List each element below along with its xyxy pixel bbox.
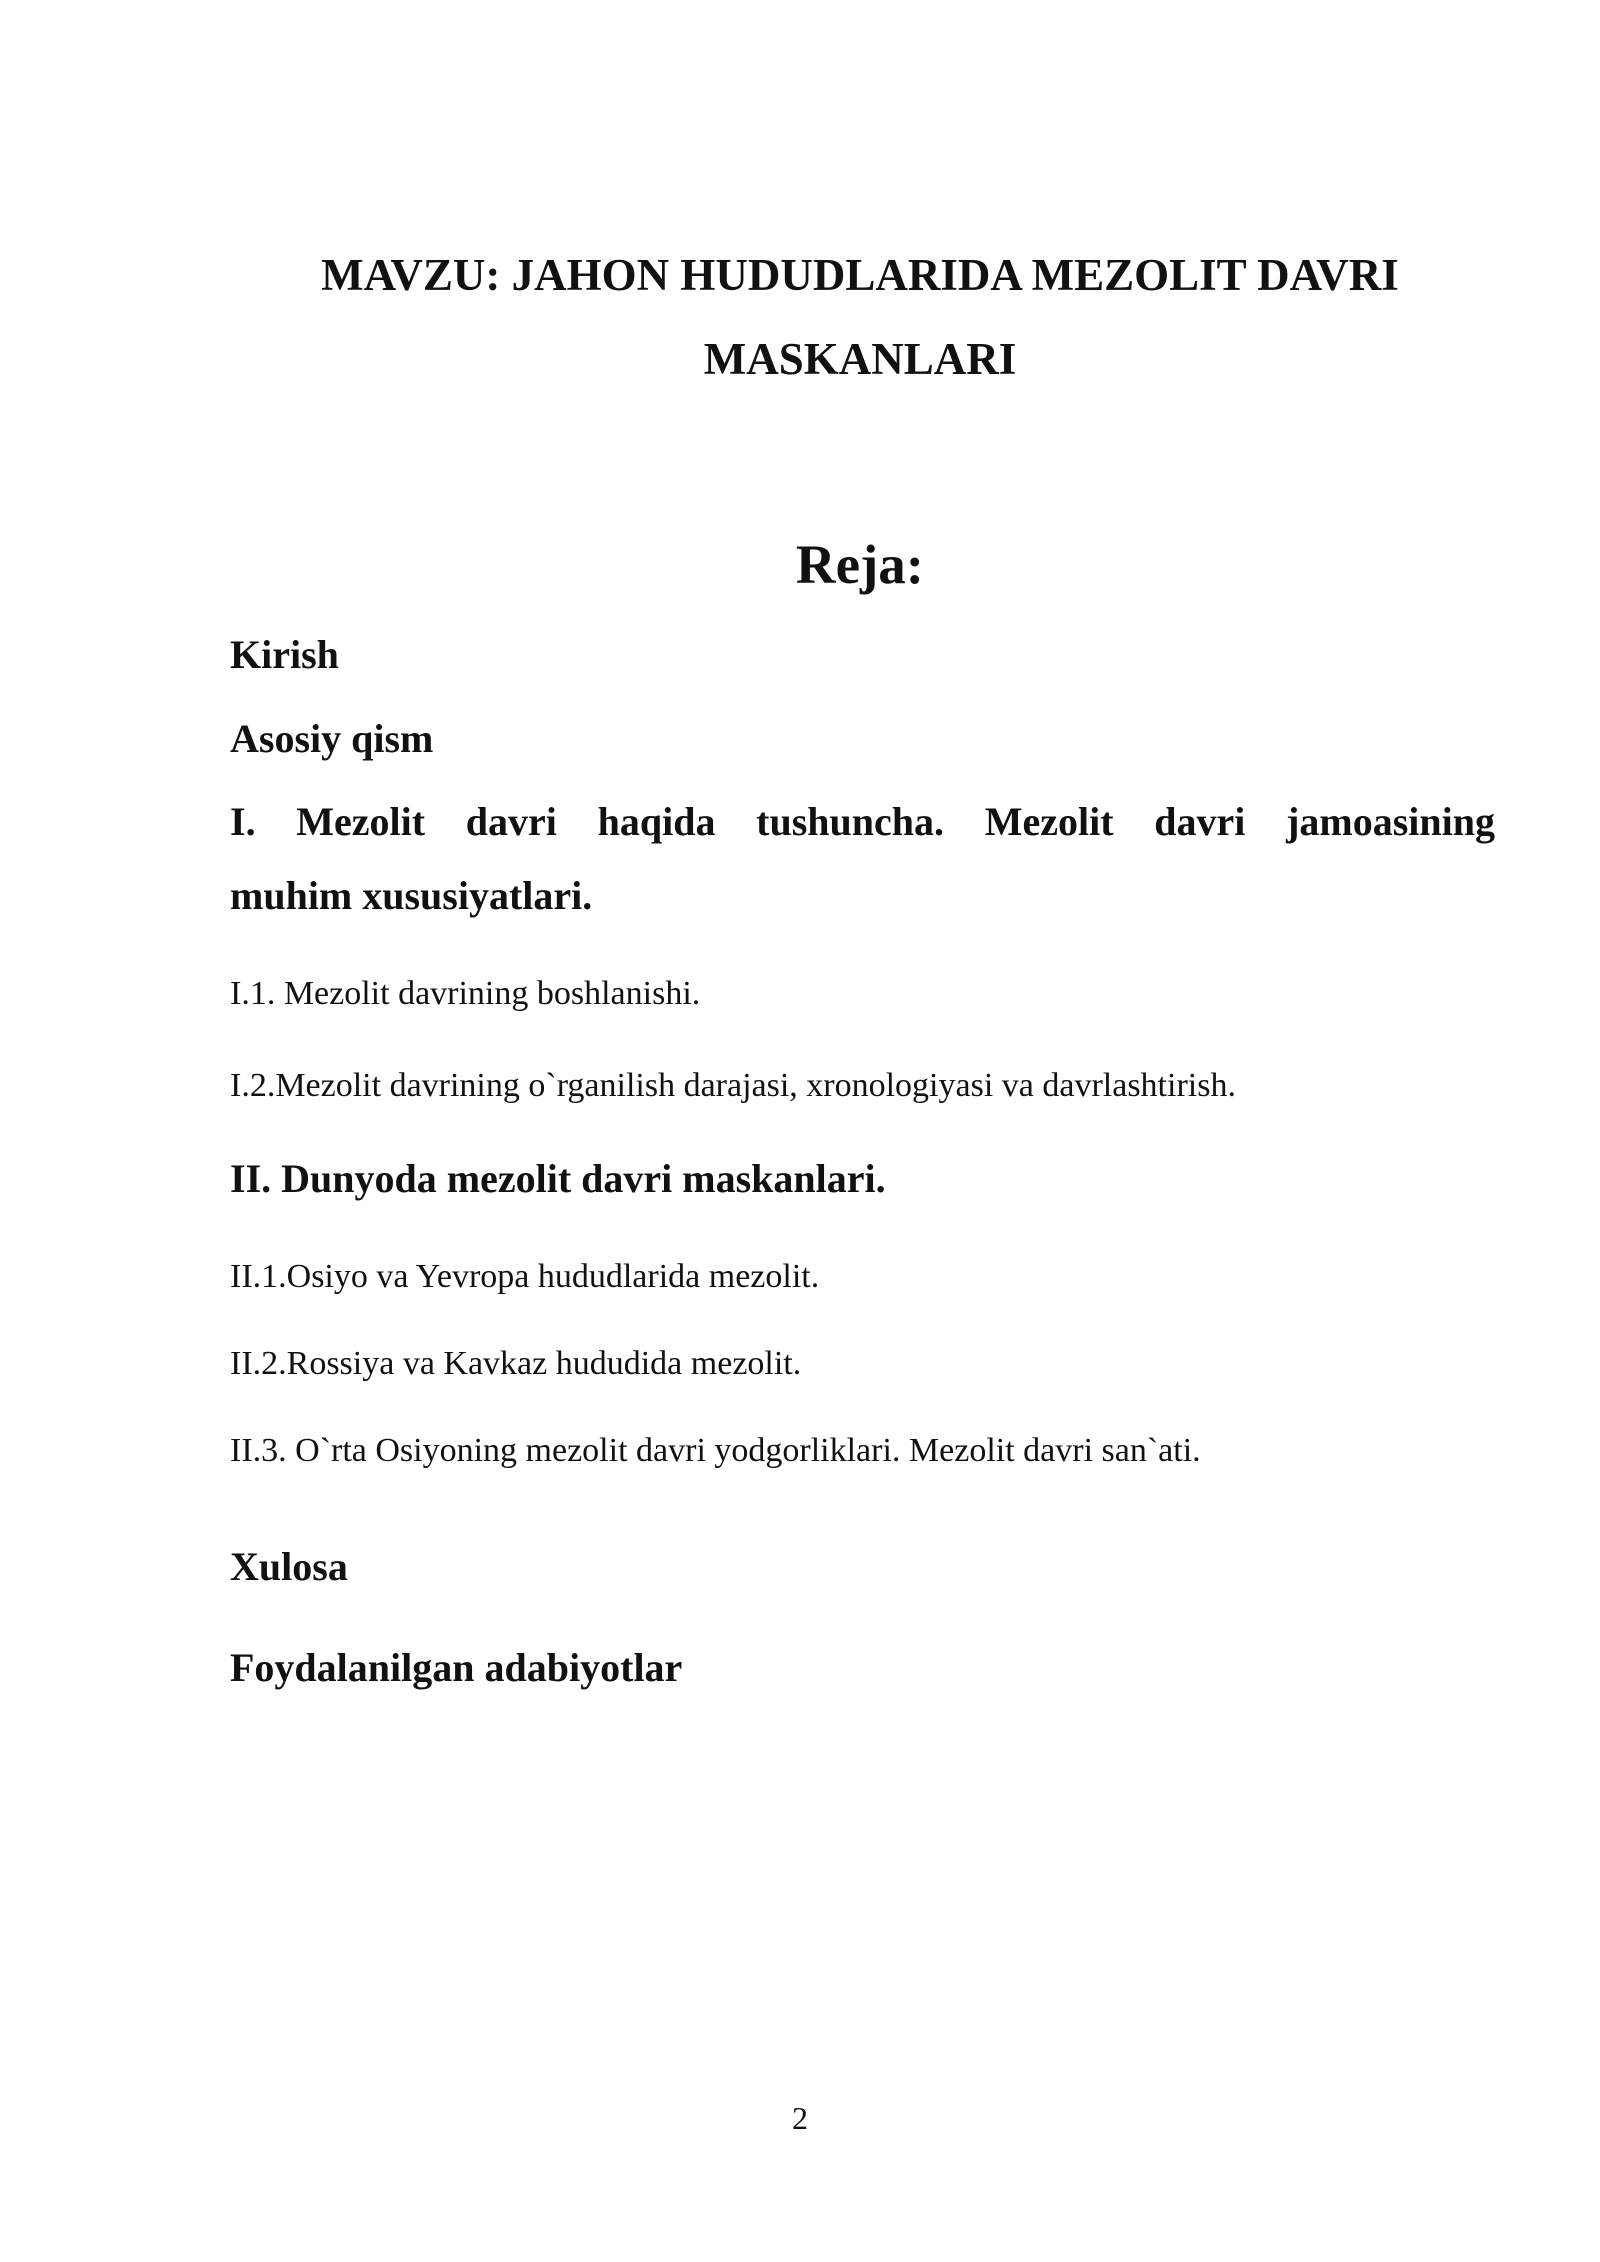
plan-subitem-2-2: II.2.Rossiya va Kavkaz hududida mezolit. [230,1345,802,1382]
plan-item-intro: Kirish [230,632,339,677]
page-number: 2 [792,2100,808,2136]
document-title [230,233,1490,401]
plan-section-1 [230,785,1495,933]
title-line-2: MASKANLARI [703,334,1017,384]
plan-subitem-1-2: I.2.Mezolit davrining o`rganilish darajasi, xronologiyasi va davrlashtirish. [230,1067,1236,1104]
plan-subitem-1-1: I.1. Mezolit davrining boshlanishi. [230,975,701,1012]
plan-heading: Reja: [795,534,925,595]
section-1-line-2: muhim xususiyatlari. [230,873,593,918]
plan-subitem-2-1: II.1.Osiyo va Yevropa hududlarida mezolit. [230,1258,820,1295]
plan-item-conclusion: Xulosa [230,1544,348,1589]
plan-item-references: Foydalanilgan adabiyotlar [230,1645,683,1690]
plan-item-main-part: Asosiy qism [230,716,434,761]
section-1-line-1: I. Mezolit davri haqida tushuncha. Mezolit davri jamoasining [230,799,1495,844]
title-line-1: MAVZU: JAHON HUDUDLARIDA MEZOLIT DAVRI [321,250,1399,300]
plan-section-2: II. Dunyoda mezolit davri maskanlari. [230,1156,886,1201]
plan-subitem-2-3: II.3. O`rta Osiyoning mezolit davri yodgorliklari. Mezolit davri san`ati. [230,1432,1201,1469]
